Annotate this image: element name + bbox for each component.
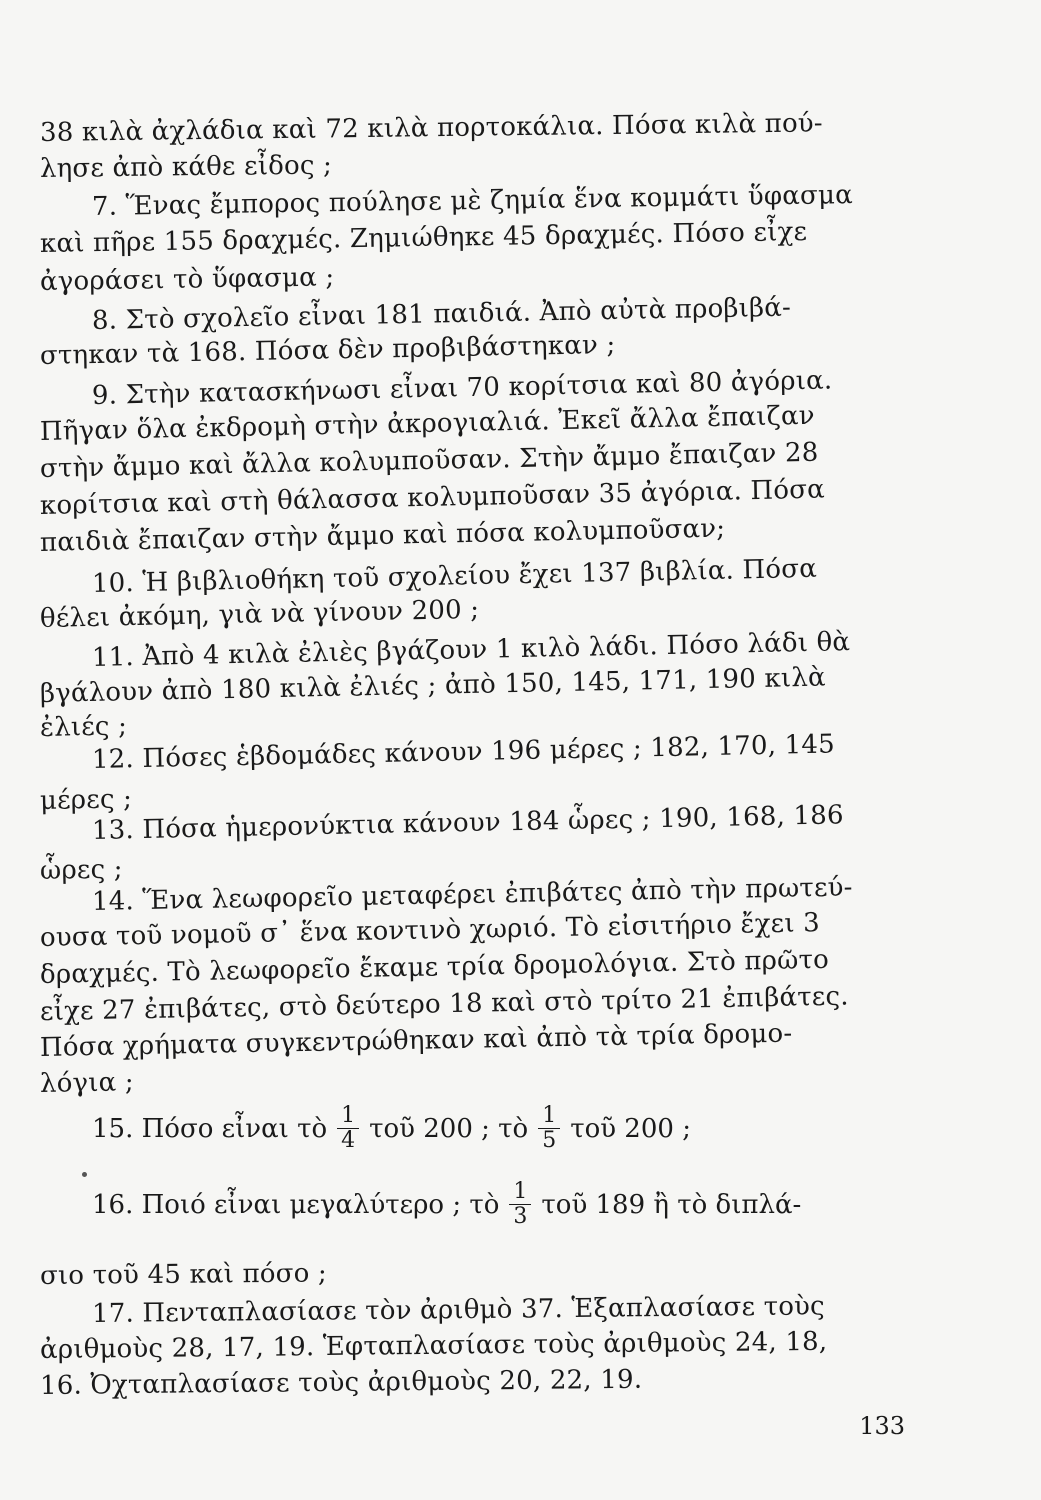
- text-line: παιδιὰ ἔπαιζαν στὴν ἄμμο καὶ πόσα κολυμποῦσαν;: [39, 513, 726, 558]
- text-line: 38 κιλὰ ἀχλάδια καὶ 72 κιλὰ πορτοκάλια. Πόσα κιλὰ πού-: [39, 108, 824, 148]
- question-15: [92, 1104, 691, 1153]
- text-line: στὴν ἄμμο καὶ ἄλλα κολυμποῦσαν. Στὴν ἄμμο ἔπαιζαν 28: [39, 437, 819, 484]
- text-line: δραχμές. Τὸ λεωφορεῖο ἔκαμε τρία δρομολόγια. Στὸ πρῶτο: [39, 944, 830, 990]
- text-line: 13. Πόσα ἡμερονύκτια κάνουν 184 ὧρες ; 190, 168, 186: [91, 800, 844, 846]
- text-line: Πῆγαν ὅλα ἐκδρομὴ στὴν ἀκρογιαλιά. Ἐκεῖ ἄλλα ἔπαιζαν: [39, 400, 815, 447]
- question-16: [92, 1180, 801, 1229]
- text-line: Πόσα χρήματα συγκεντρώθηκαν καὶ ἀπὸ τὰ τρία δρομο-: [39, 1018, 793, 1063]
- text-line: βγάλουν ἀπὸ 180 κιλὰ ἐλιές ; ἀπὸ 150, 145, 171, 190 κιλὰ: [39, 662, 827, 709]
- text-line: λησε ἀπὸ κάθε εἶδος ;: [39, 150, 333, 184]
- fraction-denominator: 5: [542, 1128, 557, 1153]
- text-line: στηκαν τὰ 168. Πόσα δὲν προβιβάστηκαν ;: [39, 329, 616, 371]
- text-line: λόγια ;: [39, 1067, 135, 1099]
- q16-text-b: τοῦ 189 ἢ τὸ διπλά-: [541, 1189, 802, 1220]
- text-line: ἐλιές ;: [39, 711, 128, 743]
- text-line: κορίτσια καὶ στὴ θάλασσα κολυμποῦσαν 35 ἀγόρια. Πόσα: [39, 474, 826, 521]
- text-line: 17. Πενταπλασίασε τὸν ἀριθμὸ 37. Ἑξαπλασίασε τοὺς: [91, 1291, 826, 1329]
- q16-text-a: 16. Ποιό εἶναι μεγαλύτερο ; τὸ: [92, 1189, 500, 1220]
- fraction-one-third: [509, 1180, 531, 1229]
- page-number: 133: [859, 1412, 905, 1440]
- text-line: καὶ πῆρε 155 δραχμές. Ζημιώθηκε 45 δραχμές. Πόσο εἶχε: [39, 216, 808, 259]
- text-line: 12. Πόσες ἑβδομάδες κάνουν 196 μέρες ; 182, 170, 145: [91, 729, 836, 775]
- fraction-denominator: 3: [513, 1204, 528, 1229]
- text-line: ἀριθμοὺς 28, 17, 19. Ἑφταπλασίασε τοὺς ἀριθμοὺς 24, 18,: [39, 1326, 828, 1365]
- text-line: θέλει ἀκόμη, γιὰ νὰ γίνουν 200 ;: [39, 594, 480, 634]
- text-line: ἀγοράσει τὸ ὕφασμα ;: [39, 262, 335, 297]
- text-line: 11. Ἀπὸ 4 κιλὰ ἐλιὲς βγάζουν 1 κιλὸ λάδι. Πόσο λάδι θὰ: [91, 627, 851, 673]
- fraction-denominator: 4: [341, 1128, 356, 1153]
- text-line: 8. Στὸ σχολεῖο εἶναι 181 παιδιά. Ἀπὸ αὐτὰ προβιβά-: [91, 292, 792, 336]
- text-line: 10. Ἡ βιβλιοθήκη τοῦ σχολείου ἔχει 137 βιβλία. Πόσα: [91, 553, 818, 599]
- text-line: σιο τοῦ 45 καὶ πόσο ;: [39, 1258, 328, 1291]
- q15-text-b: τοῦ 200 ; τὸ: [369, 1113, 529, 1144]
- print-speck: [82, 1172, 87, 1177]
- text-line: ουσα τοῦ νομοῦ σ᾿ ἕνα κοντινὸ χωριό. Τὸ εἰσιτήριο ἔχει 3: [39, 908, 821, 953]
- fraction-numerator: 1: [337, 1104, 359, 1129]
- text-line: 14. Ἕνα λεωφορεῖο μεταφέρει ἐπιβάτες ἀπὸ τὴν πρωτεύ-: [91, 872, 853, 917]
- q15-text-a: 15. Πόσο εἶναι τὸ: [92, 1113, 328, 1144]
- q15-text-c: τοῦ 200 ;: [570, 1113, 691, 1144]
- fraction-one-quarter: [337, 1104, 359, 1153]
- fraction-numerator: 1: [538, 1104, 560, 1129]
- text-line: μέρες ;: [39, 784, 133, 816]
- text-line: ὧρες ;: [39, 854, 124, 886]
- text-line: 16. Ὀχταπλασίασε τοὺς ἀριθμοὺς 20, 22, 19.: [39, 1364, 643, 1401]
- text-line: 9. Στὴν κατασκήνωσι εἶναι 70 κορίτσια καὶ 80 ἀγόρια.: [91, 365, 833, 411]
- text-line: 7. Ἕνας ἔμπορος πούλησε μὲ ζημία ἕνα κομμάτι ὕφασμα: [91, 180, 854, 222]
- fraction-numerator: 1: [509, 1180, 531, 1205]
- text-line: εἶχε 27 ἐπιβάτες, στὸ δεύτερο 18 καὶ στὸ τρίτο 21 ἐπιβάτες.: [39, 981, 849, 1027]
- fraction-one-fifth: [538, 1104, 560, 1153]
